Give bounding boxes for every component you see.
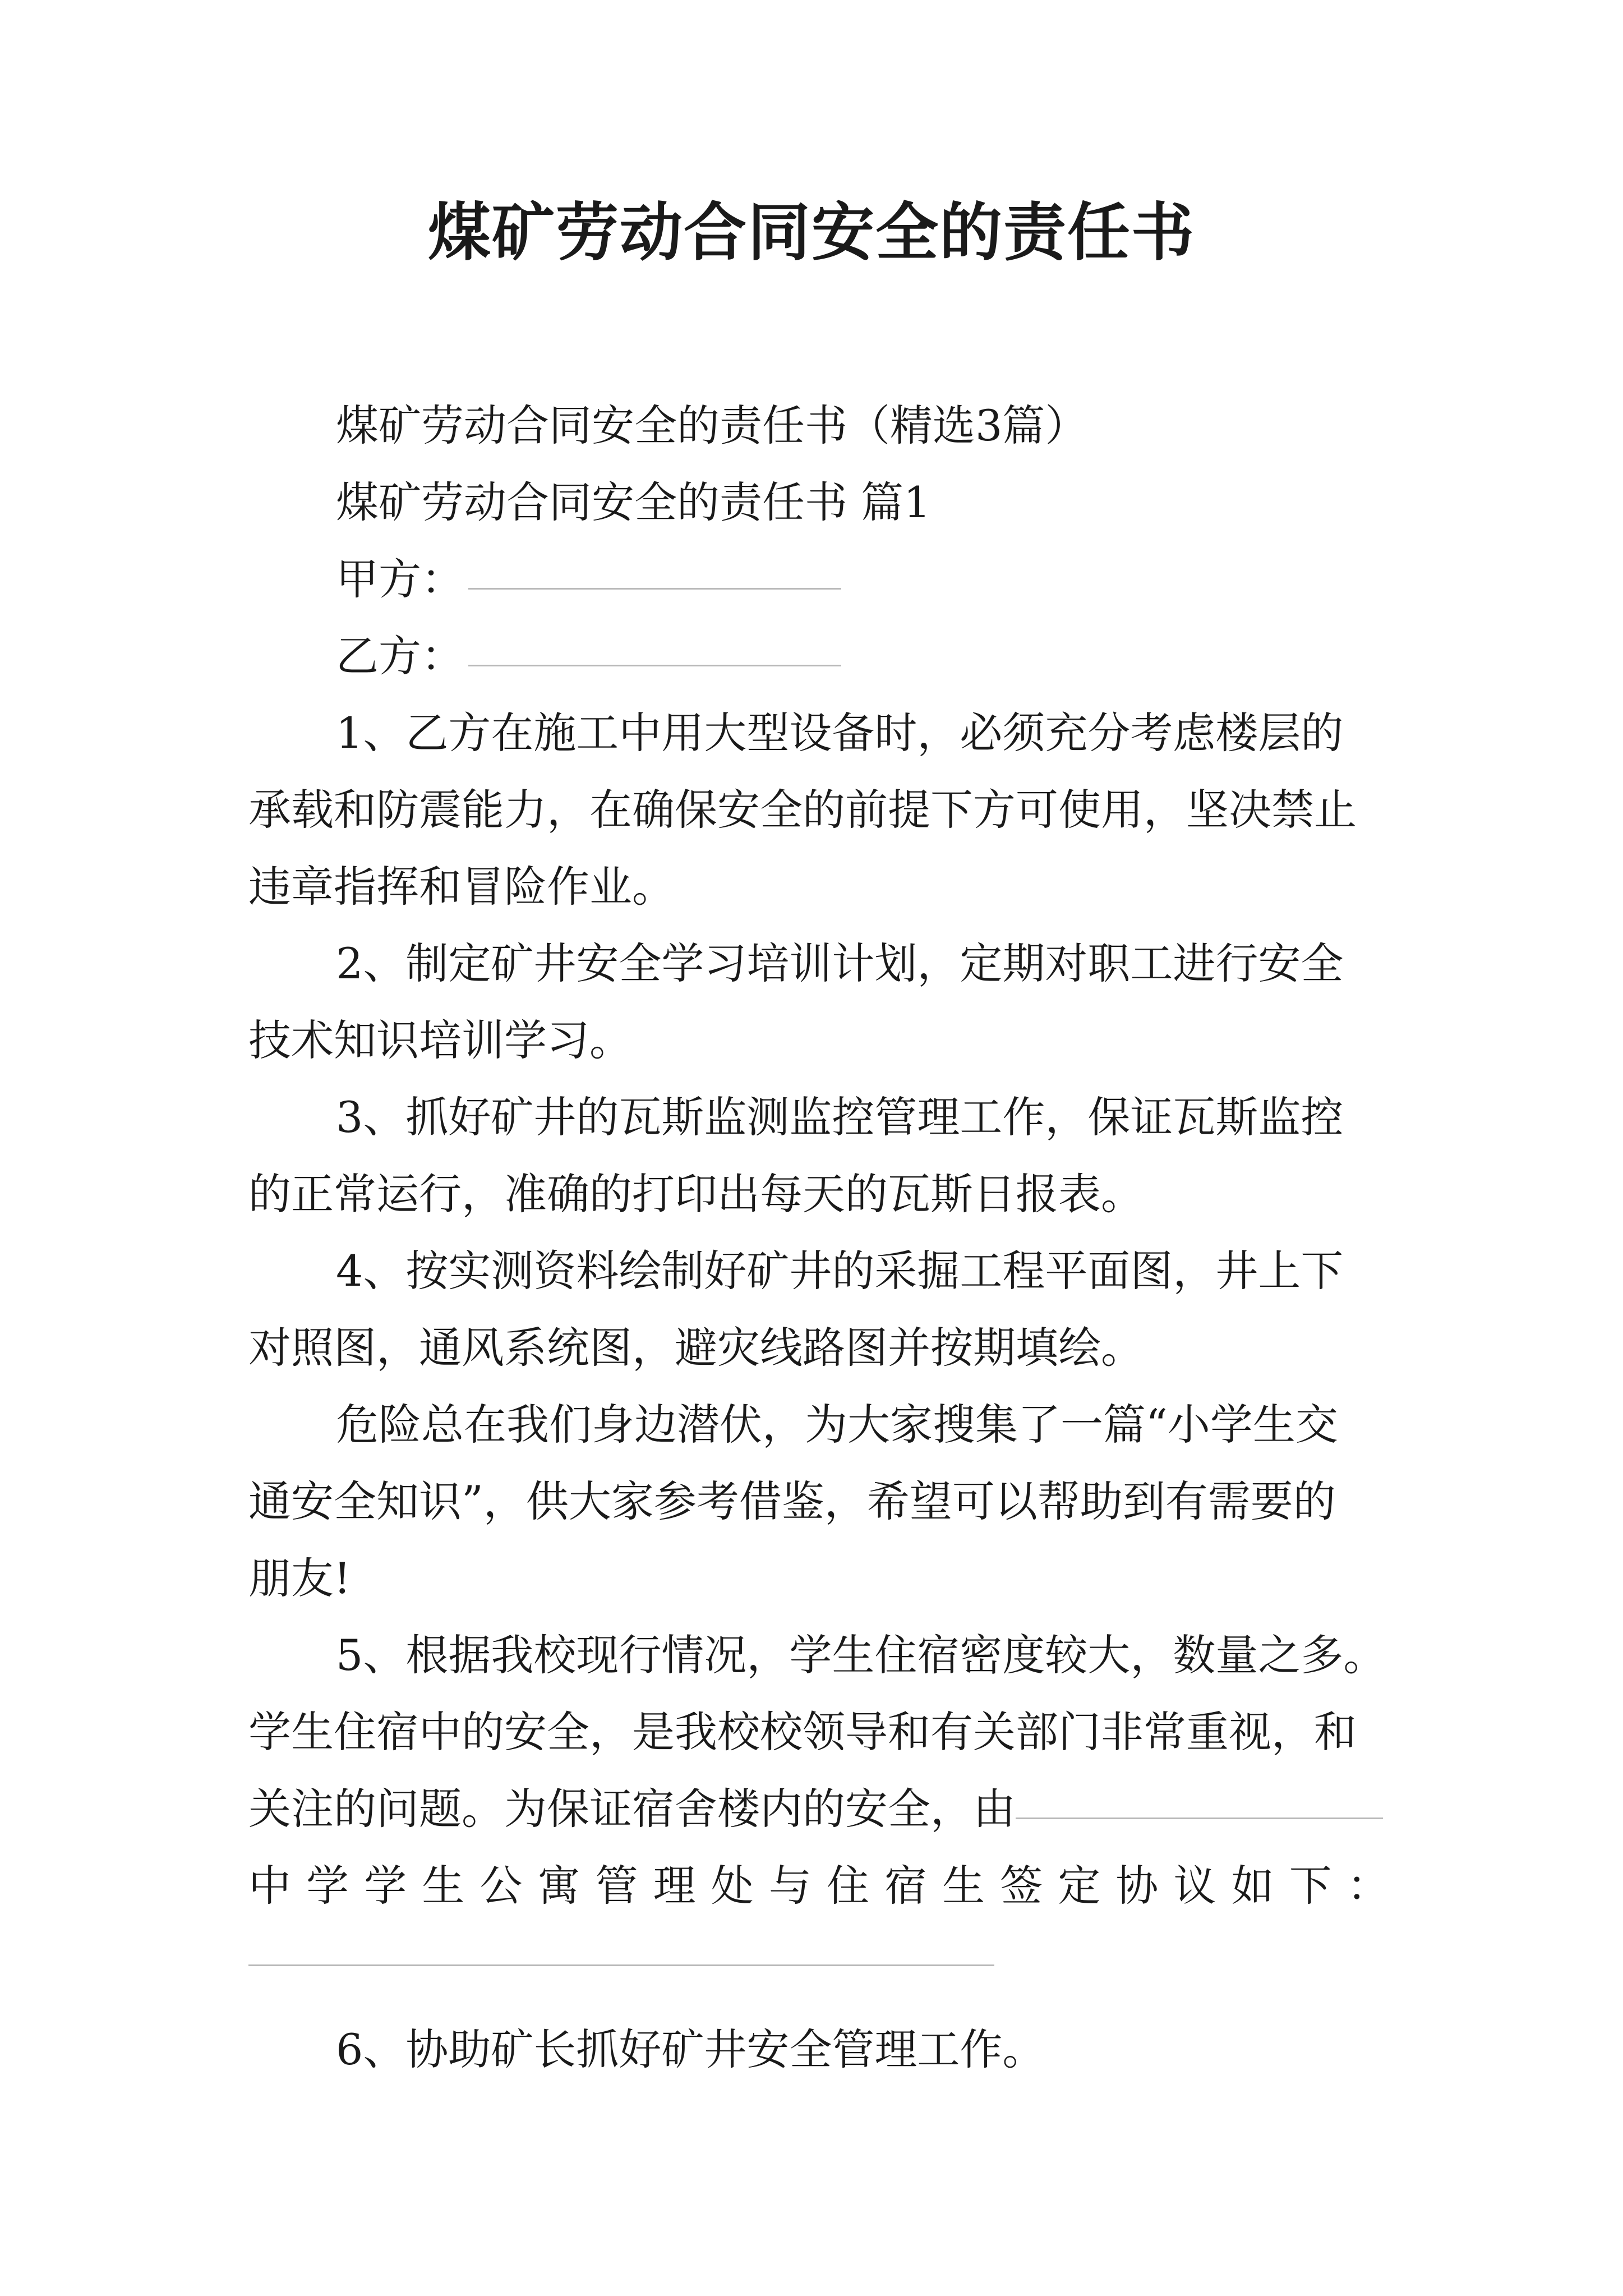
spread-char: 学	[364, 1861, 407, 1911]
paragraph-3-line-1: 3、抓好矿井的瓦斯监测监控管理工作，保证瓦斯监控	[336, 1092, 1344, 1142]
paragraph-6: 6、协助矿长抓好矿井安全管理工作。	[336, 2024, 1045, 2074]
spread-char: 签	[1000, 1861, 1043, 1911]
paragraph-2-line-2: 技术知识培训学习。	[248, 1015, 632, 1065]
spread-char: 理	[653, 1861, 696, 1911]
party-b-blank	[468, 664, 841, 666]
spread-char: 住	[826, 1861, 869, 1911]
spread-char: 宿	[884, 1861, 928, 1911]
paragraph-1-line-3: 违章指挥和冒险作业。	[248, 862, 675, 912]
school-name-blank	[1016, 1816, 1383, 1819]
spread-char: 协	[1115, 1861, 1159, 1911]
spread-char: 寓	[537, 1861, 580, 1911]
section-heading: 煤矿劳动合同安全的责任书 篇1	[336, 477, 931, 527]
spread-char: 公	[479, 1861, 523, 1911]
paragraph-2-line-1: 2、制定矿井安全学习培训计划，定期对职工进行安全	[336, 938, 1344, 988]
party-a-label: 甲方：	[336, 554, 464, 604]
note-line-3: 朋友!	[248, 1553, 351, 1603]
note-line-2: 通安全知识”，供大家参考借鉴，希望可以帮助到有需要的	[248, 1476, 1336, 1526]
spread-char: 生	[942, 1861, 985, 1911]
note-line-1: 危险总在我们身边潜伏，为大家搜集了一篇“小学生交	[336, 1400, 1338, 1450]
spread-char: 与	[768, 1861, 811, 1911]
party-a-line	[248, 541, 1390, 618]
paragraph-4-line-2: 对照图，通风系统图，避灾线路图并按期填绘。	[248, 1323, 1144, 1373]
spread-char: 定	[1058, 1861, 1101, 1911]
paragraph-1-line-2: 承载和防震能力，在确保安全的前提下方可使用，坚决禁止	[248, 785, 1357, 835]
document-title: 煤矿劳动合同安全的责任书	[428, 196, 1195, 269]
party-b-line	[248, 618, 1390, 694]
paragraph-5-line-3	[248, 1770, 1390, 1847]
party-a-blank	[468, 587, 841, 590]
subtitle: 煤矿劳动合同安全的责任书（精选3篇）	[336, 401, 1088, 450]
party-b-label: 乙方：	[336, 631, 464, 681]
paragraph-4-line-1: 4、按实测资料绘制好矿井的采掘工程平面图，井上下	[336, 1246, 1344, 1296]
spread-char: 处	[711, 1861, 754, 1911]
spread-char: 学	[306, 1861, 349, 1911]
paragraph-1-line-1: 1、乙方在施工中用大型设备时，必须充分考虑楼层的	[336, 708, 1344, 758]
paragraph-5-line-1: 5、根据我校现行情况，学生住宿密度较大，数量之多。	[336, 1630, 1386, 1680]
paragraph-3-line-2: 的正常运行，准确的打印出每天的瓦斯日报表。	[248, 1169, 1144, 1219]
paragraph-5-line-2: 学生住宿中的安全，是我校校领导和有关部门非常重视，和	[248, 1707, 1357, 1757]
spread-char: 如	[1231, 1861, 1274, 1911]
spread-char: 下	[1289, 1861, 1332, 1911]
spread-char: 生	[422, 1861, 465, 1911]
agreement-blank-line	[248, 1963, 994, 1966]
paragraph-5-line-3-text: 关注的问题。为保证宿舍楼内的安全，由	[248, 1784, 1016, 1834]
spread-char: 中	[248, 1861, 291, 1911]
spread-char: ：	[1347, 1861, 1390, 1911]
spread-char: 议	[1173, 1861, 1216, 1911]
spread-char: 管	[595, 1861, 638, 1911]
paragraph-5-line-4	[248, 1847, 1390, 1924]
document-body	[248, 387, 1390, 2088]
